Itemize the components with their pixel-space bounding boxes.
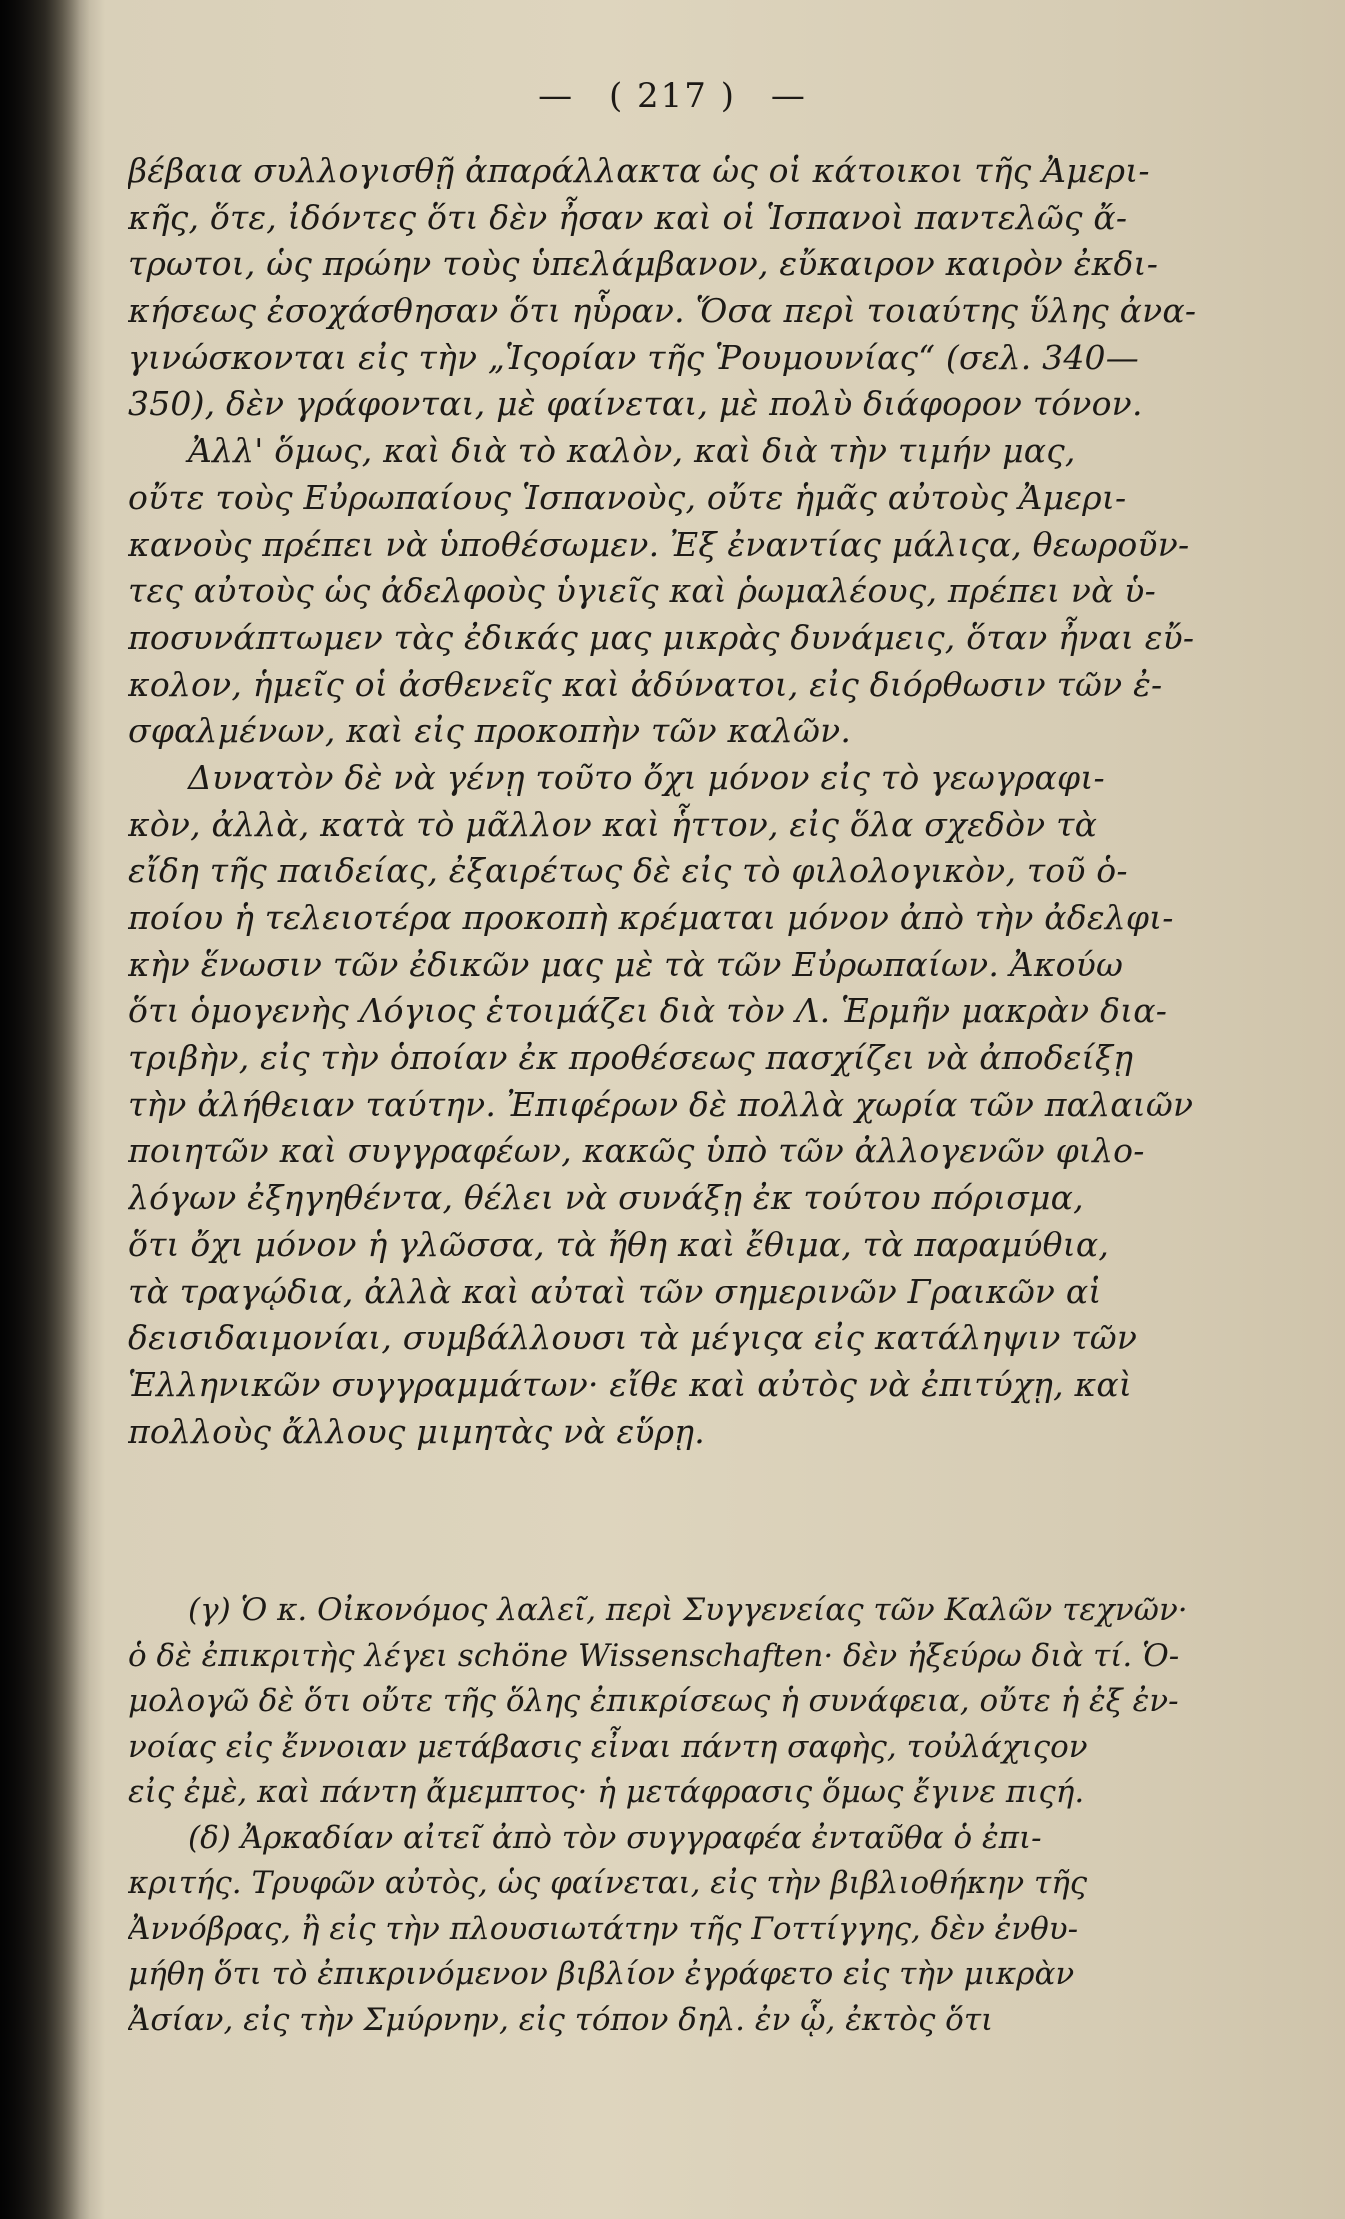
text-line: κήσεως ἐσοχάσθησαν ὅτι ηὗραν. Ὅσα περὶ τοιαύτης ὕλης ἀνα- <box>128 291 1197 331</box>
text-line: βέβαια συλλογισθῇ ἀπαράλλακτα ὡς οἱ κάτοικοι τῆς Ἀμερι- <box>128 151 1150 190</box>
footnote-line: Ἀσίαν, εἰς τὴν Σμύρνην, εἰς τόπον δηλ. ἐν ᾧ, ἐκτὸς ὅτι <box>128 2001 994 2038</box>
text-line: τὴν ἀλήθειαν ταύτην. Ἐπιφέρων δὲ πολλὰ χωρία τῶν παλαιῶν <box>128 1084 1194 1124</box>
text-line: γινώσκονται εἰς τὴν „Ἱςορίαν τῆς Ῥουμουνίας“ (σελ. 340— <box>128 337 1139 377</box>
text-line: Ἀλλ' ὅμως, καὶ διὰ τὸ καλὸν, καὶ διὰ τὴν τιμήν μας, <box>188 431 1076 471</box>
footnote-line: μήθη ὅτι τὸ ἐπικρινόμενον βιβλίον ἐγράφετο εἰς τὴν μικρὰν <box>128 1956 1075 1992</box>
footnote-line: εἰς ἐμὲ, καὶ πάντη ἄμεμπτος· ἡ μετάφρασις ὅμως ἔγινε πιςή. <box>128 1774 1085 1810</box>
text-line: πολλοὺς ἄλλους μιμητὰς νὰ εὕρῃ. <box>128 1411 705 1451</box>
text-line: Ἑλληνικῶν συγγραμμάτων· εἴθε καὶ αὐτὸς νὰ ἐπιτύχῃ, καὶ <box>128 1364 1132 1404</box>
text-line: κολον, ἡμεῖς οἱ ἀσθενεῖς καὶ ἀδύνατοι, εἰς διόρθωσιν τῶν ἐ- <box>128 664 1163 704</box>
text-line: ὅτι ὄχι μόνον ἡ γλῶσσα, τὰ ἤθη καὶ ἔθιμα, τὰ παραμύθια, <box>128 1224 1110 1264</box>
text-line: τρωτοι, ὡς πρώην τοὺς ὑπελάμβανον, εὔκαιρον καιρὸν ἐκδι- <box>128 244 1159 284</box>
text-line: ὅτι ὁμογενὴς Λόγιος ἑτοιμάζει διὰ τὸν Λ. Ἑρμῆν μακρὰν δια- <box>128 991 1168 1031</box>
text-line: εἴδη τῆς παιδείας, ἐξαιρέτως δὲ εἰς τὸ φιλολογικὸν, τοῦ ὁ- <box>128 851 1128 891</box>
text-line: Δυνατὸν δὲ νὰ γένῃ τοῦτο ὄχι μόνον εἰς τὸ γεωγραφι- <box>188 757 1105 797</box>
text-line: κανοὺς πρέπει νὰ ὑποθέσωμεν. Ἐξ ἐναντίας μάλιςα, θεωροῦν- <box>128 524 1190 564</box>
footnote-line: νοίας εἰς ἔννοιαν μετάβασις εἶναι πάντη σαφὴς, τοὐλάχιςον <box>128 1728 1088 1765</box>
text-line: τριβὴν, εἰς τὴν ὁποίαν ἐκ προθέσεως πασχίζει νὰ ἀποδείξῃ <box>128 1038 1134 1078</box>
footnote-line: Ἀννόβρας, ἢ εἰς τὴν πλουσιωτάτην τῆς Γοττίγγης, δὲν ἐνθυ- <box>128 1910 1079 1947</box>
text-line: τὰ τραγῴδια, ἀλλὰ καὶ αὐταὶ τῶν σημερινῶν Γραικῶν αἱ <box>128 1271 1102 1311</box>
text-line: ποσυνάπτωμεν τὰς ἐδικάς μας μικρὰς δυνάμεις, ὅταν ἦναι εὔ- <box>128 617 1195 657</box>
footnote-line: (γ) Ὁ κ. Οἰκονόμος λαλεῖ, περὶ Συγγενείας τῶν Καλῶν τεχνῶν· <box>188 1592 1188 1628</box>
text-line: ποιητῶν καὶ συγγραφέων, κακῶς ὑπὸ τῶν ἀλλογενῶν φιλο- <box>128 1131 1145 1171</box>
text-line: οὔτε τοὺς Εὐρωπαίους Ἱσπανοὺς, οὔτε ἡμᾶς αὐτοὺς Ἀμερι- <box>128 477 1127 517</box>
text-line: 350), δὲν γράφονται, μὲ φαίνεται, μὲ πολὺ διάφορον τόνον. <box>128 384 1143 424</box>
footnote-line: ὁ δὲ ἐπικριτὴς λέγει schöne Wissenschaften· δὲν ἠξεύρω διὰ τί. Ὁ- <box>128 1637 1180 1674</box>
text-line: κῆς, ὅτε, ἰδόντες ὅτι δὲν ἦσαν καὶ οἱ Ἱσπανοὶ παντελῶς ἄ- <box>128 197 1128 237</box>
footnotes-block <box>128 1588 1268 2043</box>
footnote-line: (δ) Ἀρκαδίαν αἰτεῖ ἀπὸ τὸν συγγραφέα ἐνταῦθα ὁ ἐπι- <box>188 1819 1042 1856</box>
main-text-block <box>128 148 1268 1455</box>
page-number-dash-right: — <box>770 76 807 116</box>
text-line: λόγων ἐξηγηθέντα, θέλει νὰ συνάξῃ ἐκ τούτου πόρισμα, <box>128 1178 1084 1218</box>
footnote-line: κριτής. Τρυφῶν αὐτὸς, ὡς φαίνεται, εἰς τὴν βιβλιοθήκην τῆς <box>128 1865 1088 1901</box>
page-number-header <box>0 76 1345 116</box>
text-line: δεισιδαιμονίαι, συμβάλλουσι τὰ μέγιςα εἰς κατάληψιν τῶν <box>128 1318 1138 1358</box>
text-line: τες αὐτοὺς ὡς ἀδελφοὺς ὑγιεῖς καὶ ῥωμαλέους, πρέπει νὰ ὑ- <box>128 571 1156 611</box>
text-line: κὴν ἕνωσιν τῶν ἐδικῶν μας μὲ τὰ τῶν Εὐρωπαίων. Ἀκούω <box>128 944 1124 984</box>
text-line: ποίου ἡ τελειοτέρα προκοπὴ κρέμαται μόνον ἀπὸ τὴν ἀδελφι- <box>128 898 1174 937</box>
text-line: σφαλμένων, καὶ εἰς προκοπὴν τῶν καλῶν. <box>128 711 852 751</box>
page-number-dash-left: — <box>538 76 575 116</box>
text-line: κὸν, ἀλλὰ, κατὰ τὸ μᾶλλον καὶ ἧττον, εἰς ὅλα σχεδὸν τὰ <box>128 804 1098 844</box>
page-number: ( 217 ) <box>608 76 737 116</box>
footnote-line: μολογῶ δὲ ὅτι οὔτε τῆς ὅλης ἐπικρίσεως ἡ συνάφεια, οὔτε ἡ ἐξ ἐν- <box>128 1683 1179 1719</box>
